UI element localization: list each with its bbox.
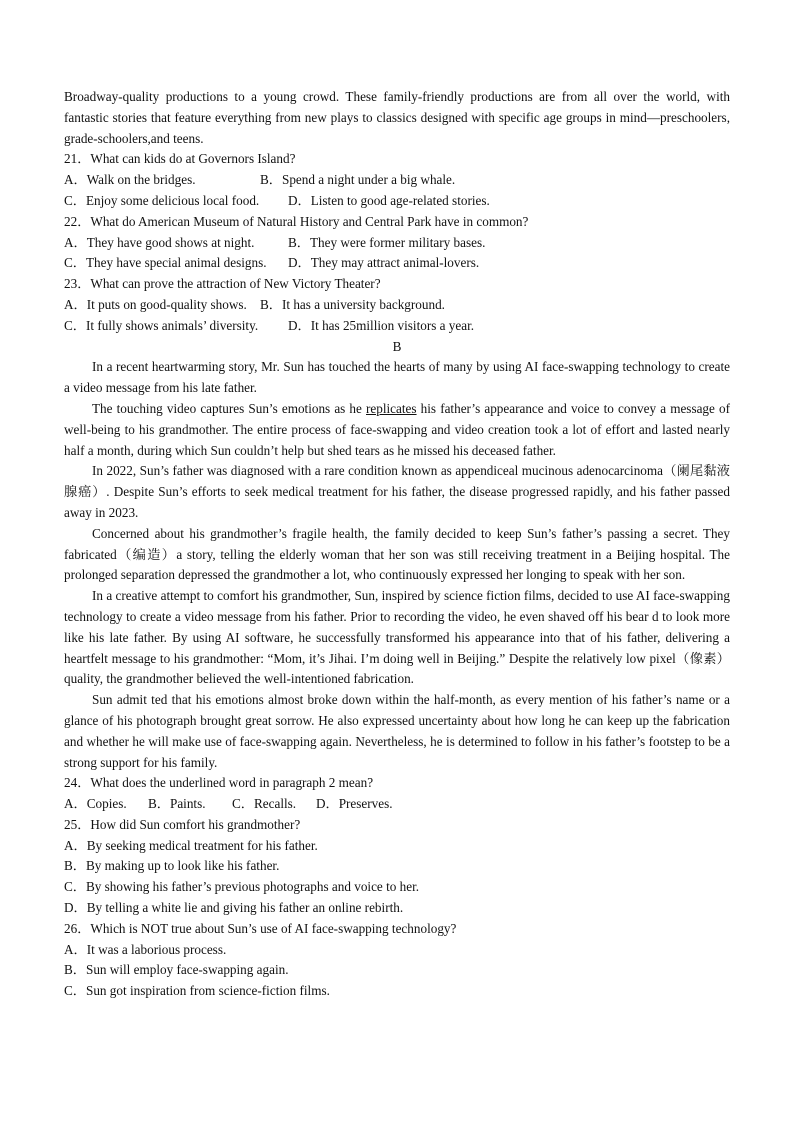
question-25-stem: 25．How did Sun comfort his grandmother?	[64, 816, 301, 832]
question-24-options-row	[64, 794, 730, 815]
question-21-options-row-2	[64, 191, 730, 212]
section-b-heading: B	[392, 338, 402, 354]
question-21-option-a: A．Walk on the bridges.	[64, 172, 196, 188]
document-page	[64, 87, 730, 1002]
underlined-word-replicates: replicates	[366, 400, 417, 416]
question-26-option-b: B．Sun will employ face-swapping again.	[64, 962, 289, 978]
question-22-option-a: A．They have good shows at night.	[64, 234, 255, 250]
question-26-option-c: C．Sun got inspiration from science-fiction films.	[64, 983, 330, 999]
paragraph-2-text-after: his father’s appearance and voice to convey a message of well-being to his grandmother. The entire process of face-swapping and video creation took a lot of effort and lasted nearly half a month, during which Sun couldn’t help but shed tears as he missed his deceased father.	[64, 400, 730, 458]
passage-b-paragraph-2	[64, 399, 730, 461]
question-23-option-d: D．It has 25million visitors a year.	[288, 317, 475, 333]
question-26-option-a: A．It was a laborious process.	[64, 941, 227, 957]
question-24-option-c: C．Recalls.	[232, 796, 297, 812]
question-22-options-row-2	[64, 253, 730, 274]
question-23-stem: 23．What can prove the attraction of New Victory Theater?	[64, 276, 381, 292]
question-25-option-d: D．By telling a white lie and giving his father an online rebirth.	[64, 900, 404, 916]
question-22-option-c: C．They have special animal designs.	[64, 255, 267, 271]
passage-b-paragraph-1: In a recent heartwarming story, Mr. Sun has touched the hearts of many by using AI face-swapping technology to create a video message from his late father.	[64, 359, 730, 396]
question-24-stem: 24．What does the underlined word in paragraph 2 mean?	[64, 775, 374, 791]
passage-b-paragraph-5: In a creative attempt to comfort his grandmother, Sun, inspired by science fiction films, decided to use AI face-swapping technology to create a video message from his father. Prior to recording the video, he even shaved off his bear d to look more like his late father. By using AI software, he successfully transformed his appearance into that of his father, delivering a heartfelt message to his grandmother: “Mom, it’s Jihai. I’m doing well in Beijing.” Despite the relatively low pixel（像素）quality, the grandmother believed the well-intentioned fabrication.	[64, 588, 730, 687]
question-24-option-a: A．Copies.	[64, 796, 127, 812]
question-22-option-b: B．They were former military bases.	[288, 234, 486, 250]
question-22-option-d: D．They may attract animal-lovers.	[288, 255, 480, 271]
question-21-option-b: B．Spend a night under a big whale.	[260, 172, 456, 188]
question-24-option-b: B．Paints.	[148, 796, 206, 812]
question-24-option-d: D．Preserves.	[316, 796, 393, 812]
question-21-stem: 21．What can kids do at Governors Island?	[64, 151, 296, 167]
paragraph-2-text-before: The touching video captures Sun’s emotions as he	[92, 400, 367, 416]
question-26-stem: 26．Which is NOT true about Sun’s use of AI face-swapping technology?	[64, 920, 457, 936]
question-22-stem: 22．What do American Museum of Natural History and Central Park have in common?	[64, 213, 529, 229]
question-21-options-row-1	[64, 170, 730, 191]
question-22-options-row-1	[64, 233, 730, 254]
question-23-option-b: B．It has a university background.	[260, 296, 445, 312]
question-23-options-row-2	[64, 316, 730, 337]
passage-a-tail: Broadway-quality productions to a young crowd. These family-friendly productions are from all over the world, with fantastic stories that feature everything from new plays to classics designed with specific age groups in mind—preschoolers, grade-schoolers,and teens.	[64, 89, 730, 146]
question-21-option-d: D．Listen to good age-related stories.	[288, 192, 490, 208]
passage-b-paragraph-4: Concerned about his grandmother’s fragile health, the family decided to keep Sun’s father’s passing a secret. They fabricated（编造）a story, telling the elderly woman that her son was still receiving treatment in a Beijing hospital. The prolonged separation depressed the grandmother a lot, who continuously expressed her longing to speak with her son.	[64, 525, 730, 583]
question-23-options-row-1	[64, 295, 730, 316]
question-23-option-a: A．It puts on good-quality shows.	[64, 296, 247, 312]
question-25-option-b: B．By making up to look like his father.	[64, 858, 280, 874]
question-21-option-c: C．Enjoy some delicious local food.	[64, 192, 260, 208]
passage-b-paragraph-6: Sun admit ted that his emotions almost broke down within the half-month, as every mention of his father’s name or a glance of his photograph brought great sorrow. He also expressed uncertainty about how long he can keep up the fabrication and whether he will make use of face-swapping again. Nevertheless, he is determined to follow in his father’s footstep to be a strong support for his family.	[64, 692, 730, 770]
question-23-option-c: C．It fully shows animals’ diversity.	[64, 317, 259, 333]
question-25-option-c: C．By showing his father’s previous photographs and voice to her.	[64, 879, 420, 895]
passage-b-paragraph-3: In 2022, Sun’s father was diagnosed with a rare condition known as appendiceal mucinous adenocarcinoma（阑尾黏液腺癌）. Despite Sun’s efforts to seek medical treatment for his father, the disease progressed rapidly, and his father passed away in 2023.	[64, 463, 730, 520]
question-25-option-a: A．By seeking medical treatment for his father.	[64, 837, 318, 853]
